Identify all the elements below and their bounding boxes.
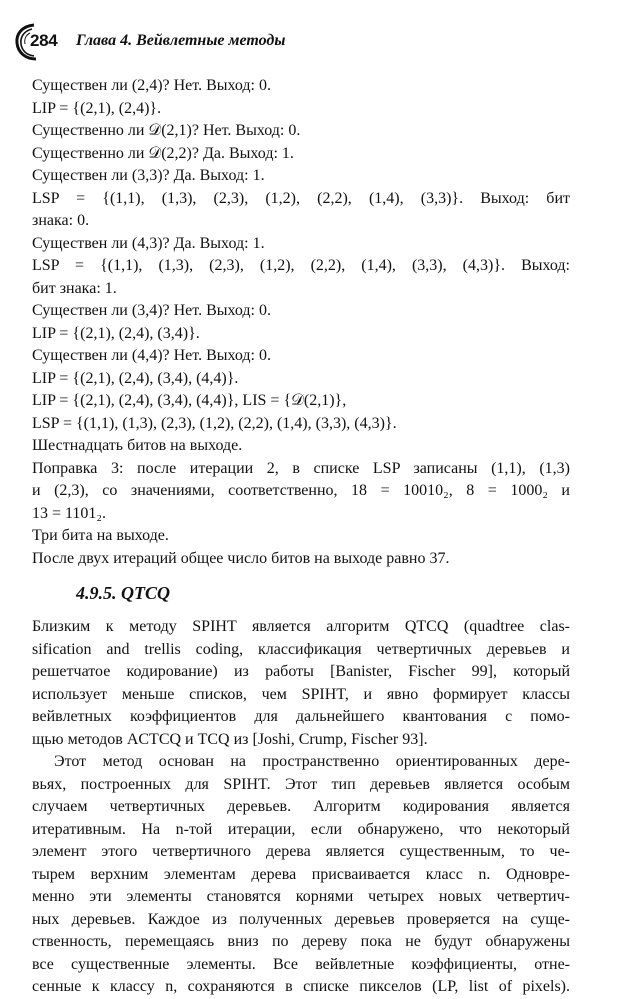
- page-header: [14, 22, 614, 62]
- text-line: После двух итераций общее число битов на выходе равно 37.: [32, 549, 450, 567]
- text-line: Существен ли (3,3)? Да. Выход: 1.: [32, 167, 265, 184]
- text-line: LIP = {(2,1), (2,4), (3,4)}.: [32, 324, 200, 342]
- text-line: LSP = {(1,1), (1,3), (2,3), (1,2), (2,2), (1,4), (3,3), (4,3)}. Выход:: [32, 257, 570, 274]
- page-number-badge: [14, 22, 66, 62]
- text-line: Существен ли (4,4)? Нет. Выход: 0.: [32, 347, 271, 364]
- paragraph-2: [32, 751, 570, 999]
- text-line: элемент этого четвертичного дерева является существенным, то че-: [32, 843, 570, 860]
- text-line: Существен ли (3,4)? Нет. Выход: 0.: [32, 302, 271, 319]
- text-line: ных деревьев. Каждое из полученных деревьев проверяется на суще-: [32, 910, 570, 928]
- text-line: Три бита на выходе.: [32, 527, 169, 544]
- text-line: LIP = {(2,1), (2,4)}.: [32, 99, 162, 117]
- text-line: Существен ли (4,3)? Да. Выход: 1.: [32, 234, 265, 252]
- text-line: Существен ли (2,4)? Нет. Выход: 0.: [32, 77, 271, 94]
- text-line: вейвлетных коэффициентов для дальнейшего квантования с помо-: [32, 708, 570, 725]
- paragraph-1: [32, 616, 570, 751]
- text-line: решетчатое кодирование) из работы [Banister, Fischer 99], который: [32, 663, 570, 680]
- text-line: Поправка 3: после итерации 2, в списке LSP записаны (1,1), (1,3): [32, 459, 570, 477]
- text-line: Шестнадцать битов на выходе.: [32, 437, 243, 454]
- section-heading: 4.9.5. QTCQ: [76, 583, 170, 603]
- page-body: [32, 75, 570, 999]
- text-line: LIP = {(2,1), (2,4), (3,4), (4,4)}.: [32, 369, 239, 387]
- text-line: менно эти элементы становятся корнями четырех новых четвертич-: [32, 888, 570, 905]
- text-line: 13 = 1101₂.: [32, 504, 107, 522]
- text-line: щью методов ACTCQ и TCQ из [Joshi, Crump, Fischer 93].: [32, 730, 428, 748]
- text-line: LSP = {(1,1), (1,3), (2,3), (1,2), (2,2), (1,4), (3,3), (4,3)}.: [32, 414, 397, 432]
- text-line: ственность, перемещаясь вниз по дереву пока не будут обнаружены: [32, 933, 570, 950]
- chapter-title: Глава 4. Вейвлетные методы: [76, 32, 286, 49]
- text-line: sification and trellis coding, классификация четвертичных деревьев и: [32, 640, 570, 658]
- text-line: и (2,3), со значениями, соответственно, 18 = 10010₂, 8 = 1000₂ и: [32, 482, 570, 499]
- text-line: бит знака: 1.: [32, 279, 117, 297]
- text-line: итеративным. На n-той итерации, если обнаружено, что некоторый: [32, 820, 570, 838]
- text-line: Близким к методу SPIHT является алгоритм QTCQ (quadtree clas-: [32, 618, 570, 635]
- text-line: LIP = {(2,1), (2,4), (3,4), (4,4)}, LIS = {𝒟(2,1)},: [32, 392, 347, 409]
- text-line: Существенно ли 𝒟(2,1)? Нет. Выход: 0.: [32, 122, 301, 139]
- text-line: знака: 0.: [32, 212, 90, 229]
- text-line: все существенные элементы. Все вейвлетные коэффициенты, отне-: [32, 955, 570, 973]
- text-line: LSP = {(1,1), (1,3), (2,3), (1,2), (2,2), (1,4), (3,3)}. Выход: бит: [32, 189, 570, 207]
- text-line: использует меньше списков, чем SPIHT, и явно формирует классы: [32, 685, 570, 703]
- text-line: тырем верхним элементам дерева присваивается класс n. Одновре-: [32, 865, 570, 883]
- text-line: сенные к классу n, сохраняются в списке пикселов (LP, list of pixels).: [32, 978, 570, 995]
- text-line: случаем четвертичных деревьев. Алгоритм кодирования является: [32, 798, 570, 815]
- page-number: 284: [30, 31, 58, 50]
- text-line: Этот метод основан на пространственно ориентированных дере-: [54, 753, 570, 770]
- text-line: Существенно ли 𝒟(2,2)? Да. Выход: 1.: [32, 144, 294, 162]
- text-line: вьях, построенных для SPIHT. Этот тип деревьев является особым: [32, 775, 570, 793]
